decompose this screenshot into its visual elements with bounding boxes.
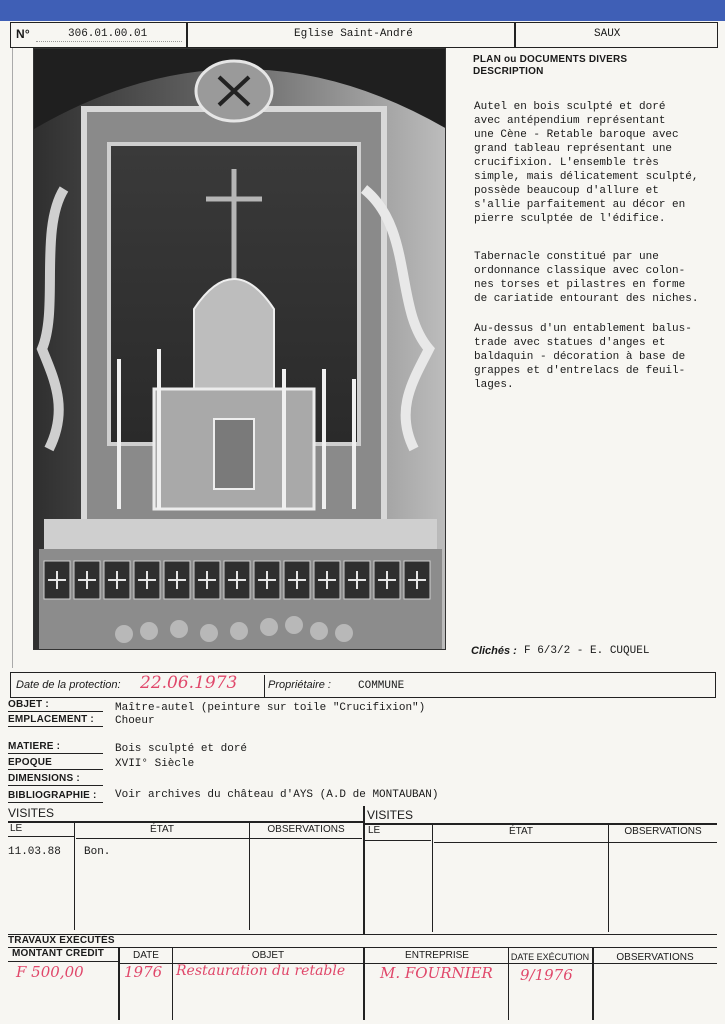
emplacement-value: Choeur — [115, 715, 155, 727]
epoque-label: EPOQUE — [8, 757, 103, 770]
matiere-value: Bois sculpté et doré — [115, 743, 248, 755]
protection-date-value: 22.06.1973 — [140, 673, 238, 693]
visites-right-title: VISITES — [367, 808, 414, 822]
bibliographie-value: Voir archives du château d'AYS (A.D de MONTAUBAN) — [115, 789, 439, 801]
epoque-value: XVII° Siècle — [115, 758, 195, 770]
travaux-col-date-exec: DATE EXÉCUTION — [510, 952, 590, 962]
description-paragraph-3: Au-dessus d'un entablement balus- trade avec statues d'anges et baldaquin - décoration à base de grappes et d'entrelacs de feuil- lages. — [474, 323, 692, 391]
travaux-col-date: DATE — [133, 950, 159, 961]
cliches-value: F 6/3/2 - E. CUQUEL — [524, 645, 650, 657]
travaux-col-objet: OBJET — [251, 950, 285, 961]
altar-photo-illustration — [34, 49, 446, 650]
travaux-entreprise-value: M. FOURNIER — [380, 964, 493, 982]
owner-label: Propriétaire : — [268, 679, 331, 691]
matiere-label: MATIERE : — [8, 741, 103, 754]
owner-value: COMMUNE — [358, 680, 405, 692]
number-value: 306.01.00.01 — [68, 28, 148, 40]
number-label: N° — [16, 27, 30, 41]
travaux-montant-value: F 500,00 — [16, 963, 84, 981]
description-paragraph-2: Tabernacle constitué par une ordonnance classique avec colon- nes torses et pilastres en forme de cariatide entourant des niches. — [474, 251, 699, 305]
travaux-title: TRAVAUX EXÉCUTÉS — [8, 935, 115, 946]
visites-left-col-le: LE — [10, 823, 23, 834]
travaux-col-montant: MONTANT CREDIT — [12, 948, 105, 959]
travaux-objet-value: Restauration du retable — [176, 963, 346, 979]
commune-name: SAUX — [594, 28, 621, 40]
travaux-date-value: 1976 — [124, 963, 163, 981]
travaux-col-obs: OBSERVATIONS — [616, 952, 694, 963]
visites-right-col-le: LE — [368, 825, 381, 836]
protection-date-label: Date de la protection: — [16, 679, 121, 691]
travaux-date-exec-value: 9/1976 — [520, 966, 573, 984]
cliches-label: Clichés : — [471, 645, 517, 657]
objet-value: Maître-autel (peinture sur toile "Crucifixion") — [115, 702, 426, 714]
church-name: Eglise Saint-André — [294, 28, 413, 40]
bibliographie-label: BIBLIOGRAPHIE : — [8, 790, 103, 803]
visite-row-1-le: 11.03.88 — [8, 846, 61, 858]
description-title-1: PLAN ou DOCUMENTS DIVERS — [473, 54, 628, 65]
visites-right-col-obs: OBSERVATIONS — [624, 826, 702, 837]
altar-photo — [33, 48, 446, 650]
description-paragraph-1: Autel en bois sculpté et doré avec antépendium représentant une Cène - Retable baroque avec grand tableau représentant une crucifixion. L'ensemble très simple, mais délicatement sculpté, possède beaucoup d'allure et s'allie parfaitement au décor en pierre sculptée de l'édifice. — [474, 101, 699, 225]
objet-label: OBJET : — [8, 699, 103, 712]
visites-left-col-obs: OBSERVATIONS — [267, 824, 345, 835]
visites-right-col-etat: ÉTAT — [508, 826, 534, 837]
visites-left-col-etat: ÉTAT — [149, 824, 175, 835]
description-title-2: DESCRIPTION — [473, 66, 544, 77]
emplacement-label: EMPLACEMENT : — [8, 714, 103, 727]
visites-left-title: VISITES — [8, 806, 55, 820]
visite-row-1-etat: Bon. — [84, 846, 111, 858]
top-color-band — [0, 0, 725, 21]
dimensions-label: DIMENSIONS : — [8, 773, 103, 786]
travaux-col-entreprise: ENTREPRISE — [405, 950, 469, 961]
